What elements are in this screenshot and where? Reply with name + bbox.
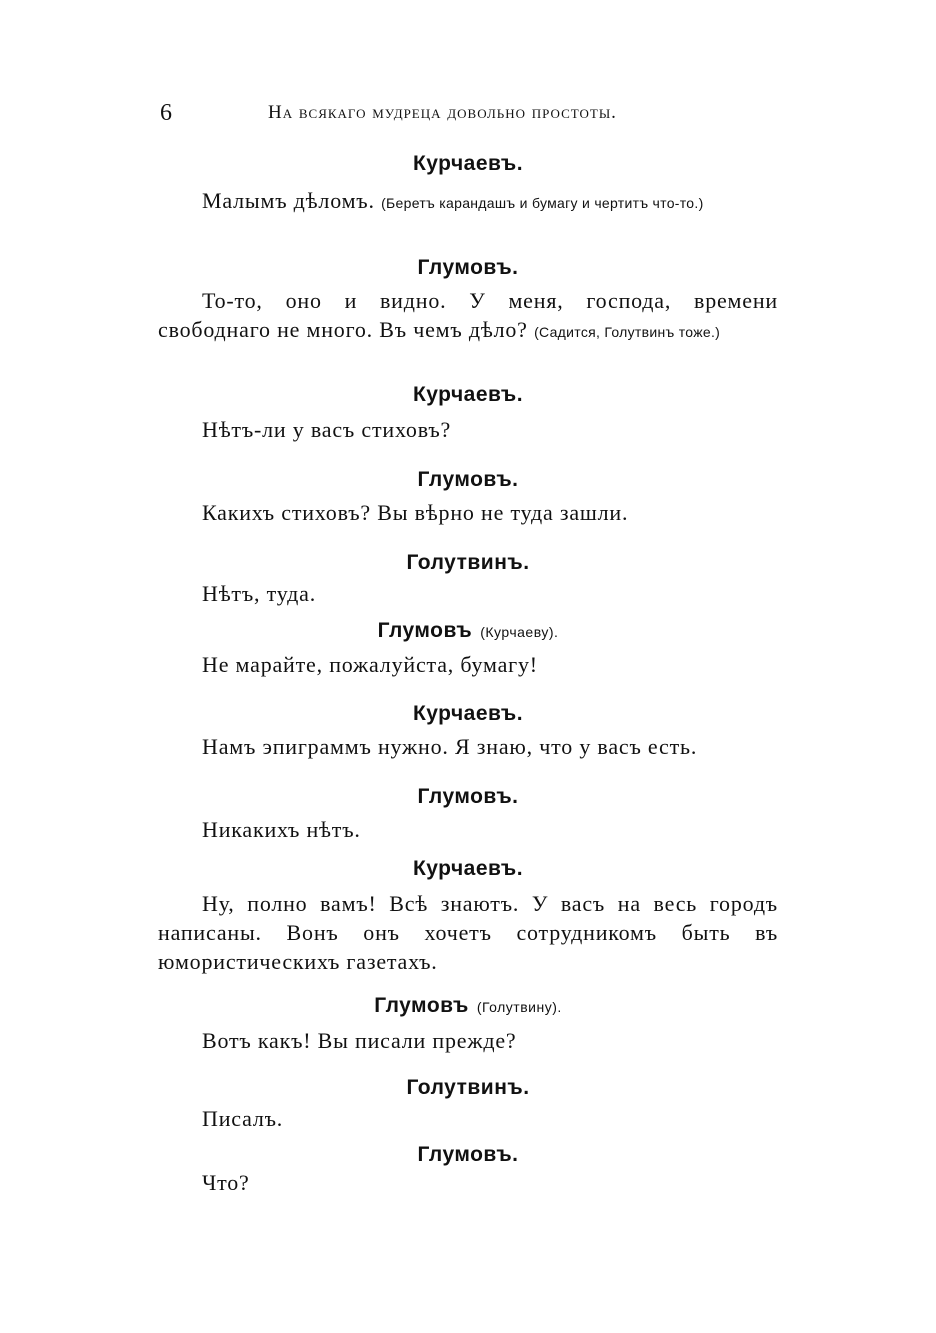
stage-direction: (Садится, Голутвинъ тоже.) [534, 324, 721, 340]
dialogue-line [158, 186, 778, 218]
speaker-direction: (Курчаеву). [480, 624, 559, 640]
dialogue-text: Не марайте, пожалуйста, бумагу! [202, 652, 538, 677]
speaker-name: Глумовъ. [417, 785, 519, 808]
speaker-name: Глумовъ [377, 619, 473, 642]
page-header [158, 100, 778, 130]
speaker-with-direction [158, 994, 778, 1018]
speaker-name: Голутвинъ. [406, 1076, 530, 1099]
speaker-name: Курчаевъ. [412, 383, 524, 406]
dialogue-text: Ну, полно вамъ! Всѣ знаютъ. У васъ на весь городъ написаны. Вонъ онъ хочетъ сотрудникомъ быть въ юмористическихъ газетахъ. [158, 891, 778, 974]
dialogue-text: Никакихъ нѣтъ. [202, 817, 361, 842]
speaker-name: Курчаевъ. [412, 152, 524, 175]
dialogue-text: Нѣтъ-ли у васъ стиховъ? [202, 417, 452, 442]
dialogue-text: Писалъ. [202, 1106, 284, 1131]
dialogue-text: Малымъ дѣломъ. [202, 188, 375, 213]
dialogue-text: Вотъ какъ! Вы писали прежде? [202, 1028, 517, 1053]
speaker-name: Голутвинъ. [406, 551, 530, 574]
running-title: На всякаго мудреца довольно простоты. [268, 102, 617, 123]
dialogue-text: Намъ эпиграммъ нужно. Я знаю, что у васъ есть. [202, 734, 698, 759]
speaker-name: Глумовъ. [417, 256, 519, 279]
dialogue-text: Нѣтъ, туда. [202, 581, 317, 606]
speaker-name: Курчаевъ. [412, 857, 524, 880]
dialogue-text: Какихъ стиховъ? Вы вѣрно не туда зашли. [202, 500, 629, 525]
dialogue-line [158, 286, 778, 347]
speaker-name: Глумовъ. [417, 1143, 519, 1166]
speaker-name: Глумовъ. [417, 468, 519, 491]
speaker-name: Глумовъ [374, 994, 469, 1017]
speaker-with-direction [158, 619, 778, 643]
dialogue-text: Что? [202, 1170, 250, 1195]
page-number: 6 [160, 100, 172, 126]
speaker-name: Курчаевъ. [412, 702, 524, 725]
stage-direction: (Беретъ карандашъ и бумагу и чертитъ что-то.) [381, 195, 704, 211]
speaker-direction: (Голутвину). [476, 999, 562, 1015]
dialogue-text: То-то, оно и видно. У меня, господа, времени свободнаго не много. Въ чемъ дѣло? [158, 288, 778, 342]
